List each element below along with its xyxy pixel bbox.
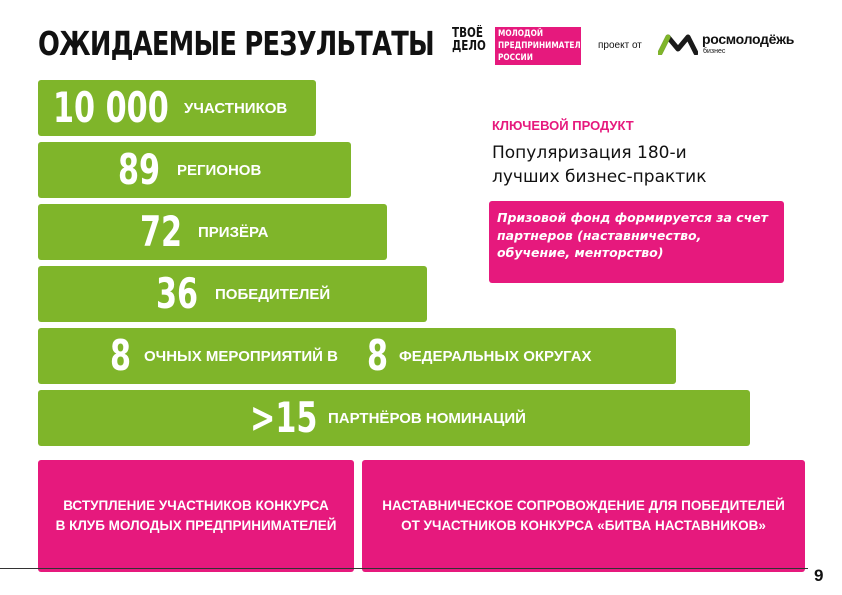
key-product-text: [492, 141, 752, 189]
club-membership-box: [38, 460, 354, 572]
tvoe-delo-logo: [452, 27, 484, 53]
stat-bar-regions: [38, 142, 351, 198]
stat-label: ОЧНЫХ МЕРОПРИЯТИЙ В: [144, 348, 338, 365]
stat-label: ПАРТНЁРОВ НОМИНАЦИЙ: [328, 410, 526, 427]
page-title: ОЖИДАЕМЫЕ РЕЗУЛЬТАТЫ: [38, 24, 434, 63]
footer-divider: [0, 568, 808, 569]
stat-number: 36: [156, 269, 199, 318]
stat-label: РЕГИОНОВ: [177, 162, 262, 179]
key-product-line: лучших бизнес-практик: [492, 167, 707, 187]
stat-bar-prizewinners: [38, 204, 387, 260]
page-number: 9: [814, 566, 824, 585]
stat-bar-participants: [38, 80, 316, 136]
rosmolodezh-logo-subtext: бизнес: [703, 48, 726, 55]
badge-line: РОССИИ: [498, 53, 533, 63]
stat-bar-partners: [38, 390, 750, 446]
stat-label-secondary: ФЕДЕРАЛЬНЫХ ОКРУГАХ: [399, 348, 592, 365]
stat-number: 10 000: [53, 83, 169, 132]
stat-label: УЧАСТНИКОВ: [184, 100, 288, 117]
stat-number-secondary: 8: [367, 331, 389, 380]
stat-label: ПОБЕДИТЕЛЕЙ: [215, 286, 331, 303]
prize-note-line: обучение, менторство): [497, 245, 664, 260]
logo-text-line: ДЕЛО: [452, 39, 486, 54]
stat-bar-events: [38, 328, 676, 384]
stat-number: 8: [110, 331, 132, 380]
key-product-line: Популяризация 180-и: [492, 143, 687, 163]
stat-number: >15: [250, 393, 318, 442]
mentorship-box: [362, 460, 805, 572]
young-entrepreneur-badge: [495, 27, 587, 65]
stat-label: ПРИЗЁРА: [198, 224, 269, 241]
badge-line: МОЛОДОЙ: [498, 29, 544, 39]
box-line: НАСТАВНИЧЕСКОЕ СОПРОВОЖДЕНИЕ ДЛЯ ПОБЕДИТЕЛЕЙ: [382, 498, 785, 513]
badge-line: ПРЕДПРИНИМАТЕЛЬ: [498, 41, 587, 51]
prize-note-line: партнеров (наставничество,: [497, 227, 702, 243]
box-line: В КЛУБ МОЛОДЫХ ПРЕДПРИНИМАТЕЛЕЙ: [55, 518, 337, 533]
logo-text-line: ТВОЁ: [452, 26, 483, 41]
box-line: ВСТУПЛЕНИЕ УЧАСТНИКОВ КОНКУРСА: [63, 498, 329, 513]
stat-number: 89: [118, 145, 161, 194]
prize-fund-note: [489, 201, 784, 283]
stat-bar-winners: [38, 266, 427, 322]
rosmolodezh-logo-text: росмолодёжь: [702, 31, 795, 47]
project-by-label: проект от: [598, 40, 642, 51]
stat-number: 72: [140, 207, 183, 256]
prize-note-line: Призовой фонд формируется за счет: [497, 210, 768, 225]
key-product-label: КЛЮЧЕВОЙ ПРОДУКТ: [492, 118, 634, 133]
rosmolodezh-mark-icon: [658, 33, 698, 55]
box-line: ОТ УЧАСТНИКОВ КОНКУРСА «БИТВА НАСТАВНИКОВ»: [401, 518, 766, 533]
